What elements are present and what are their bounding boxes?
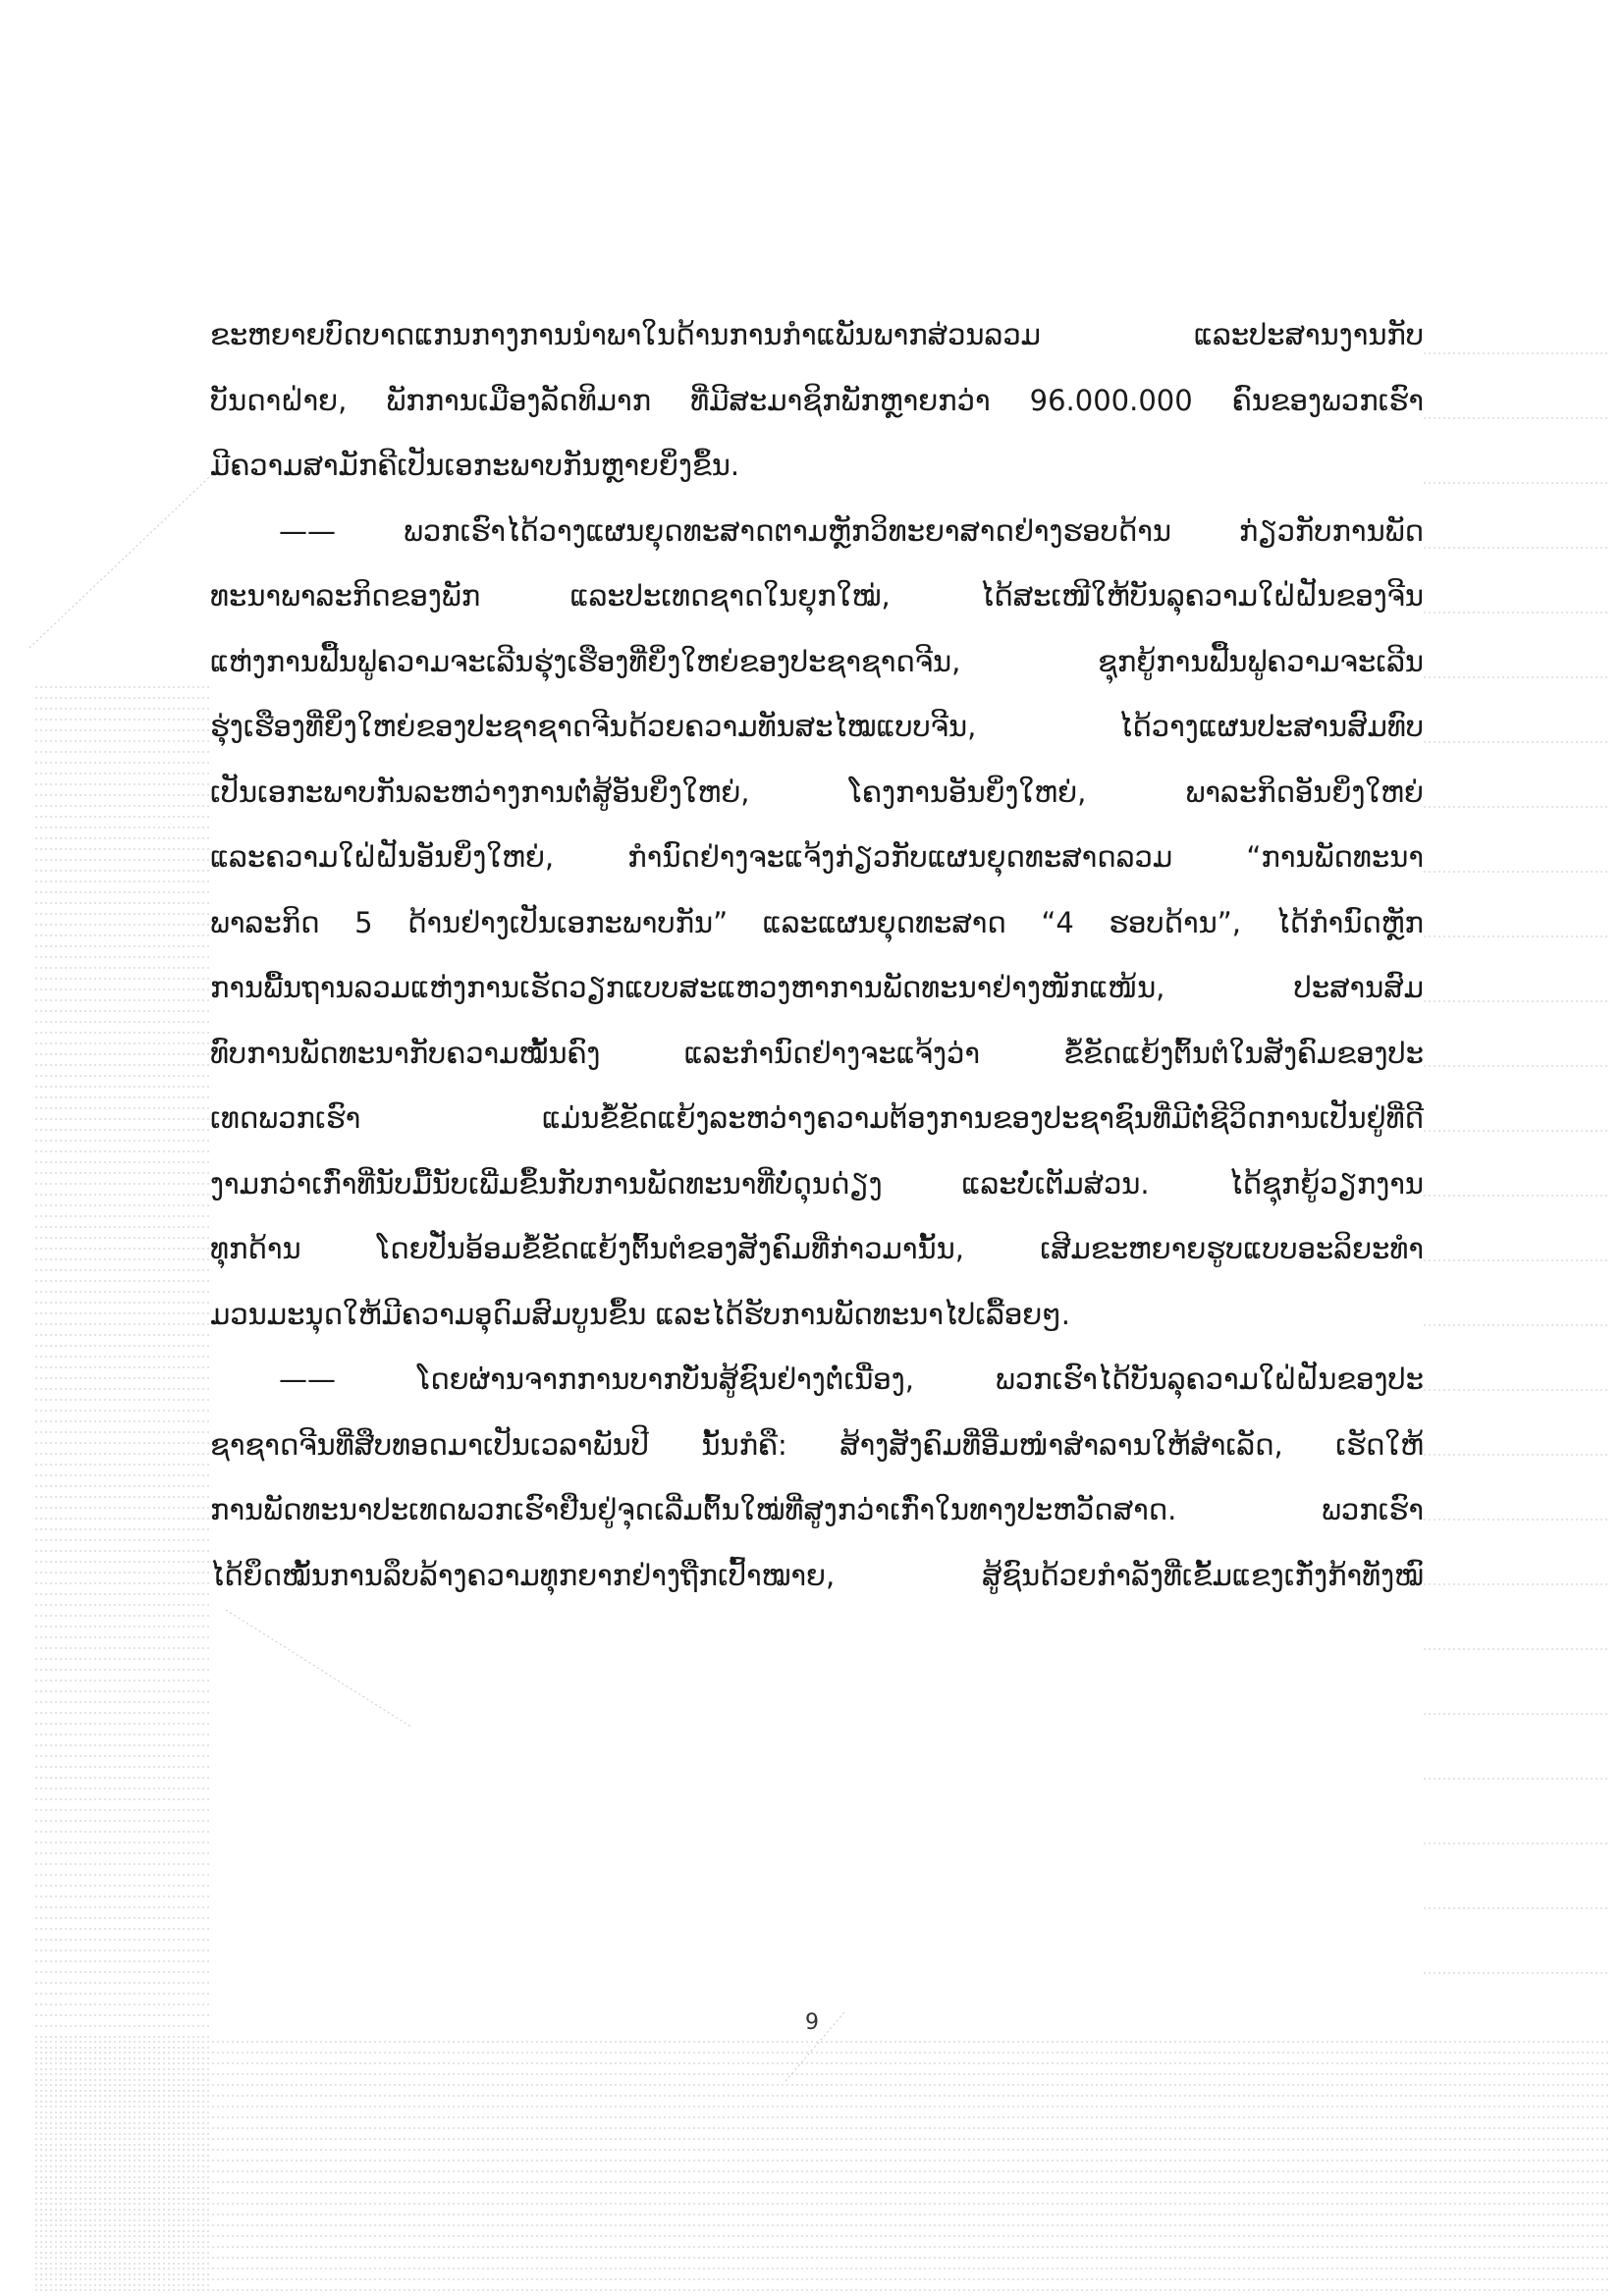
text-line: ທະນາພາລະກິດຂອງພັກ ແລະປະເທດຊາດໃນຍຸກໃໝ່, ໄດ້ສະເໜີໃຫ້ບັນລຸຄວາມໃຝ່ຝັນຂອງຈີນ bbox=[210, 579, 1424, 613]
text-line: ພາລະກິດ 5 ດ້ານຢ່າງເປັນເອກະພາບກັນ” ແລະແຜນຍຸດທະສາດ “4 ຮອບດ້ານ”, ໄດ້ກຳນົດຫຼັກ bbox=[210, 905, 1424, 939]
text-line: —— ພວກເຮົາໄດ້ວາງແຜນຍຸດທະສາດຕາມຫຼັກວິທະຍາສາດຢ່າງຮອບດ້ານ ກ່ຽວກັບການພັດ bbox=[279, 513, 1424, 548]
text-line: ຮຸ່ງເຮືອງທີ່ຍິ່ງໃຫຍ່ຂອງປະຊາຊາດຈີນດ້ວຍຄວາມທັນສະໄໝແບບຈີນ, ໄດ້ວາງແຜນປະສານສົມທົບ bbox=[210, 710, 1424, 743]
text-line: ແຫ່ງການຟື້ນຟູຄວາມຈະເລີນຮຸ່ງເຮືອງທີ່ຍິ່ງໃຫຍ່ຂອງປະຊາຊາດຈີນ, ຊຸກຍູ້ການຟື້ນຟູຄວາມຈະເລີນ bbox=[210, 644, 1424, 678]
text-line: ການພັດທະນາປະເທດພວກເຮົາຢືນຢູ່ຈຸດເລີ່ມຕົ້ນໃໝ່ທີ່ສູງກວ່າເກົ່າໃນທາງປະຫວັດສາດ. ພວກເຮົາ bbox=[210, 1493, 1424, 1526]
text-line: ເປັນເອກະພາບກັນລະຫວ່າງການຕໍ່ສູ້ອັນຍິ່ງໃຫຍ່, ໂຄງການອັນຍິ່ງໃຫຍ່, ພາລະກິດອັນຍິ່ງໃຫຍ່ bbox=[210, 774, 1424, 809]
text-line: ມວນມະນຸດໃຫ້ມີຄວາມອຸດົມສົມບູນຂຶ້ນ ແລະໄດ້ຮັບການພັດທະນາໄປເລື້ອຍໆ. bbox=[210, 1297, 1070, 1331]
text-line: ຊາຊາດຈີນທີ່ສືບທອດມາເປັນເວລາພັນປີ ນັ້ນກໍຄື: ສ້າງສັງຄົມທີ່ອີ່ມໜຳສຳລານໃຫ້ສຳເລັດ, ເຮັດໃຫ້ bbox=[210, 1427, 1424, 1462]
text-line: ການພື້ນຖານລວມແຫ່ງການເຮັດວຽກແບບສະແຫວງຫາການພັດທະນາຢ່າງໜັກແໜ້ນ, ປະສານສົມ bbox=[210, 971, 1424, 1004]
text-line: —— ໂດຍຜ່ານຈາກການບາກບັ່ນສູ້ຊົນຢ່າງຕໍ່ເນື່ອງ, ພວກເຮົາໄດ້ບັນລຸຄວາມໃຝ່ຝັນຂອງປະ bbox=[279, 1362, 1424, 1396]
text-line: ມີຄວາມສາມັກຄີເປັນເອກະພາບກັນຫຼາຍຍິ່ງຂຶ້ນ. bbox=[210, 449, 740, 482]
text-line: ທົບການພັດທະນາກັບຄວາມໝັ້ນຄົງ ແລະກຳນົດຢ່າງຈະແຈ້ງວ່າ ຂໍ້ຂັດແຍ້ງຕົ້ນຕໍໃນສັງຄົມຂອງປະ bbox=[210, 1036, 1424, 1070]
text-line: ແລະຄວາມໃຝ່ຝັນອັນຍິ່ງໃຫຍ່, ກຳນົດຢ່າງຈະແຈ້ງກ່ຽວກັບແຜນຍຸດທະສາດລວມ “ການພັດທະນາ bbox=[210, 840, 1424, 874]
text-line: ງາມກວ່າເກົ່າທີ່ນັບມື້ນັບເພີ່ມຂຶ້ນກັບການພັດທະນາທີ່ບໍ່ດຸນດ່ຽງ ແລະບໍ່ເຕັມສ່ວນ. ໄດ້ຊຸກຍູ້ວຽກງານ bbox=[210, 1166, 1424, 1201]
page-number: 9 bbox=[805, 2010, 819, 2035]
text-line: ເທດພວກເຮົາ ແມ່ນຂໍ້ຂັດແຍ້ງລະຫວ່າງຄວາມຕ້ອງການຂອງປະຊາຊົນທີ່ມີຕໍ່ຊີວິດການເປັນຢູ່ທີ່ດີ bbox=[210, 1101, 1424, 1135]
body-text bbox=[210, 302, 1424, 1608]
text-line: ຂະຫຍາຍບົດບາດແກນກາງການນຳພາໃນດ້ານການກຳແພັນພາກສ່ວນລວມ ແລະປະສານງານກັບ bbox=[210, 318, 1424, 351]
text-line: ທຸກດ້ານ ໂດຍປັ່ນອ້ອມຂໍ້ຂັດແຍ້ງຕົ້ນຕໍຂອງສັງຄົມທີ່ກ່າວມານັ້ນ, ເສີມຂະຫຍາຍຮູບແບບອະລິຍະທຳ bbox=[210, 1232, 1424, 1265]
scan-guide-line bbox=[29, 461, 226, 648]
scan-guide-line bbox=[226, 1610, 412, 1728]
text-line: ໄດ້ຍຶດໝັ້ນການລຶບລ້າງຄວາມທຸກຍາກຢ່າງຖືກເປົ້າໝາຍ, ສູ້ຊົນດ້ວຍກຳລັງທີ່ເຂັ້ມແຂງເກັ່ງກ້າທັງໝົ bbox=[210, 1558, 1424, 1592]
text-line: ບັນດາຝ່າຍ, ພັກການເມືອງລັດທິມາກ ທີ່ມີສະມາຊິກພັກຫຼາຍກວ່າ 96.000.000 ຄົນຂອງພວກເຮົາ bbox=[210, 383, 1424, 417]
